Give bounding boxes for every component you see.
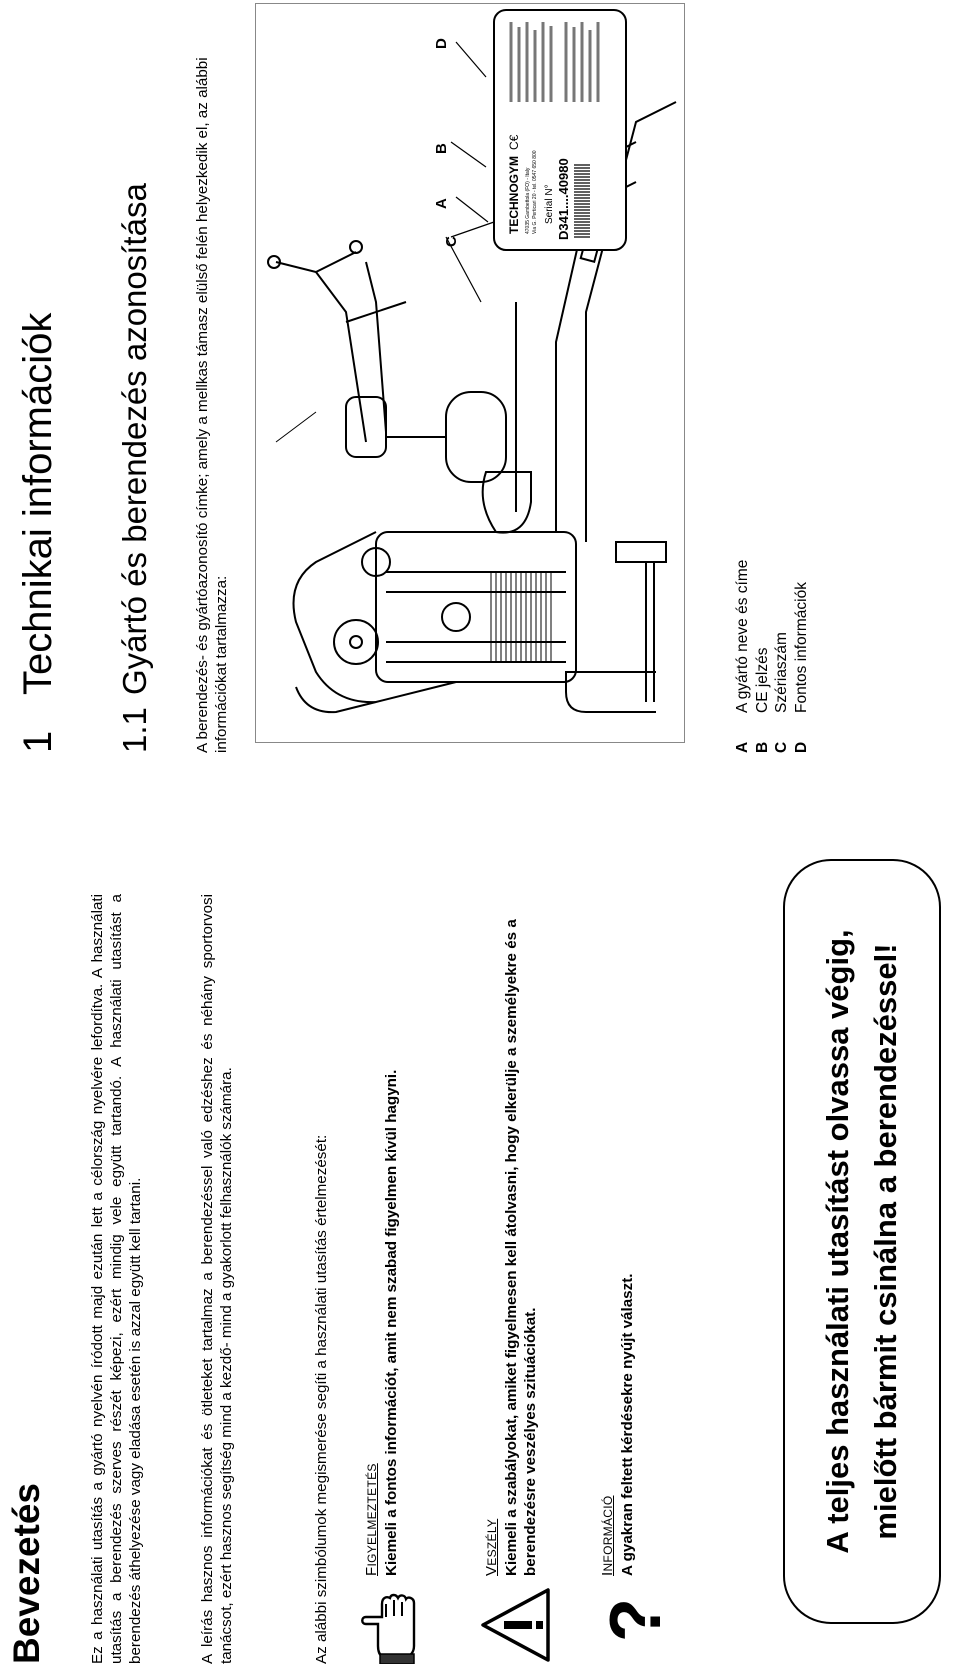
danger-text [482,896,540,1576]
callout-b: B [433,143,450,154]
intro-heading: Bevezetés [6,1482,47,1664]
label-address2-text: Via G. Perticari 20 - tel. 0547 650 800 [532,150,538,234]
section-heading [16,313,61,753]
legend-row: BCE jelzés [753,647,771,753]
symbol-info [594,884,689,1664]
introduction-column [0,859,960,1664]
label-address-text: 47035 Gambettola (FO) - Italy [525,167,531,234]
section-title: Technikai információk [16,312,60,695]
machine-illustration [256,2,686,742]
intro-paragraph-1: Ez a használati utasítás a gyártó nyelvén íródott majd ezután lett a célország nyelvére lefordítva. A használati utasítás a berendezés szerves részét képezi, ezért mindig vele együtt tartandó. A használati utasítást a berendezés áthelyezése vagy eladása esetén is azzal együtt kell tartani. [89,894,144,1664]
label-serial-title: Serial N° [544,184,555,224]
pointing-hand-icon [358,1586,438,1664]
info-description: A gyakran feltett kérdésekre nyújt választ. [619,1273,636,1576]
legend-row: DFontos információk [792,582,810,753]
subsection-heading [116,183,154,753]
symbol-warning [358,884,453,1664]
question-mark-icon [594,1586,674,1664]
label-ce-mark: C€ [507,134,521,150]
svg-text:?: ? [596,1598,670,1642]
danger-triangle-icon [478,1586,558,1664]
warning-title: FIGYELMEZTETÉS [363,1463,380,1576]
label-brand-text: TECHNOGYM [507,156,521,234]
intro-paragraph-2: A leírás hasznos információkat és ötleteket tartalmaz a berendezéssel való edzéshez és néhány sportorvosi tanácsot, ezért hasznos segítség mind a kezdő- mind a gyakorlott felhasználók számára. [199,894,235,1664]
notice-line-2: mielőtt bármit csinálna a berendezéssel! [868,943,903,1540]
info-title: INFORMÁCIÓ [599,1495,616,1576]
figure-legend [733,253,811,753]
identification-description: A berendezés- és gyártóazonosító címke; amely a mellkas támasz elülső felén helyezkedik el, az alábbi információkat tartalmazza: [194,57,230,753]
callout-c: C [443,236,460,247]
technical-info-column [0,0,960,753]
legend-row: AA gyártó neve és címe [734,559,751,753]
intro-paragraph-3: Az alábbi szimbólumok megismerése segíti a használati utasítás értelmezését: [313,1134,330,1664]
subsection-title: Gyártó és berendezés azonosítása [116,183,153,695]
danger-description: Kiemeli a szabályokat, amiket figyelmesen kell átolvasni, hogy elkerülje a személyekre és a berendezésre veszélyes szituációkat. [503,919,539,1576]
notice-line-1: A teljes használati utasítást olvassa végig, [820,929,855,1554]
legend-row: CSzériaszám [773,632,790,753]
warning-text [362,896,401,1576]
label-serial-number: D341....40980 [556,158,571,240]
info-text [598,896,637,1576]
danger-title: VESZÉLY [483,1518,500,1576]
section-number: 1 [16,730,60,753]
callout-a: A [433,198,450,209]
machine-identification-figure [255,3,685,743]
callout-d: D [433,38,450,49]
warning-description: Kiemeli a fontos információt, amit nem szabad figyelmen kívül hagyni. [383,1069,400,1576]
subsection-number: 1.1 [116,707,153,753]
read-manual-notice [783,859,941,1624]
symbol-danger [478,884,573,1664]
